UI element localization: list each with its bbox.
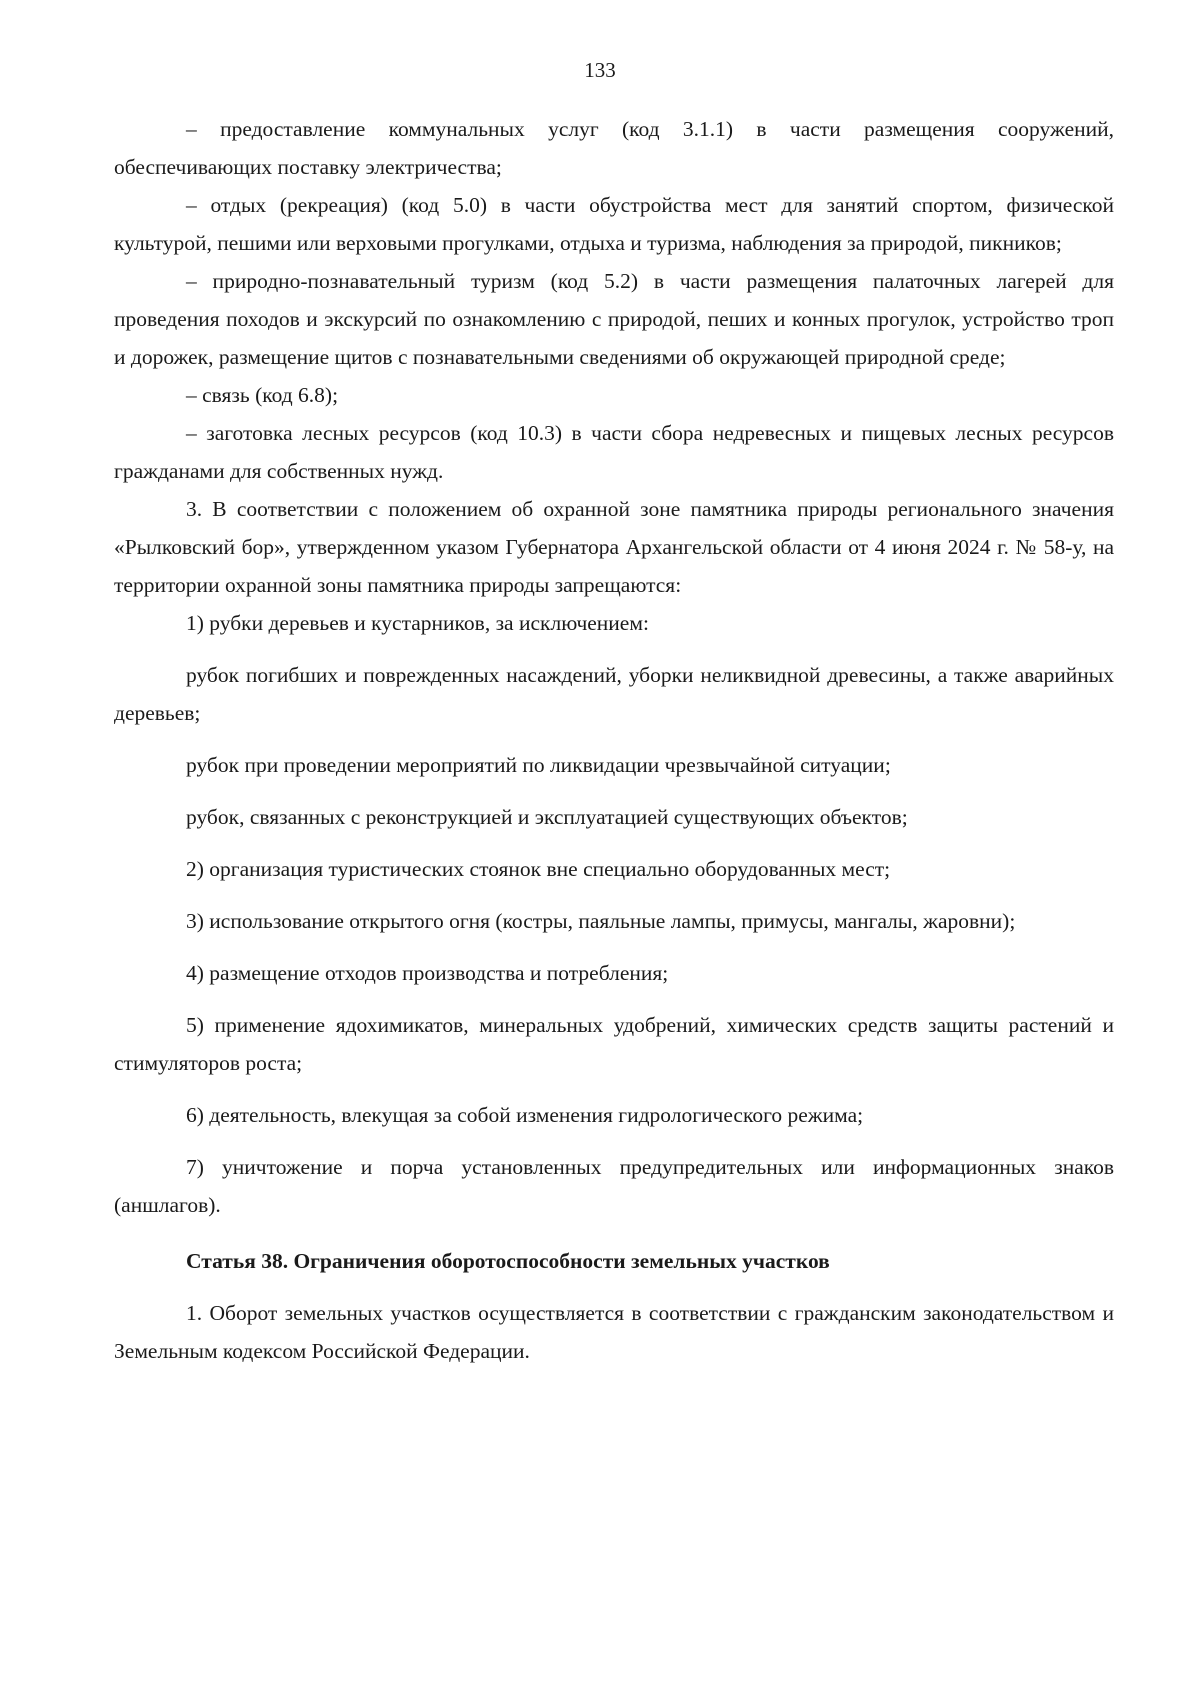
- paragraph: 4) размещение отходов производства и потребления;: [186, 961, 669, 985]
- paragraph: – заготовка лесных ресурсов (код 10.3) в части сбора недревесных и пищевых лесных ресурсов гражданами для собственных нужд.: [114, 421, 1114, 483]
- paragraph: 1. Оборот земельных участков осуществляется в соответствии с гражданским законодательством и Земельным кодексом Российской Федерации.: [114, 1301, 1114, 1363]
- page-number: 133: [584, 58, 616, 82]
- paragraph: – отдых (рекреация) (код 5.0) в части обустройства мест для занятий спортом, физической культурой, пешими или верховыми прогулками, отдыха и туризма, наблюдения за природой, пикников;: [114, 193, 1114, 255]
- paragraph: – предоставление коммунальных услуг (код 3.1.1) в части размещения сооружений, обеспечивающих поставку электричества;: [114, 117, 1114, 179]
- paragraph: рубок, связанных с реконструкцией и эксплуатацией существующих объектов;: [186, 805, 908, 829]
- paragraph: рубок при проведении мероприятий по ликвидации чрезвычайной ситуации;: [186, 753, 891, 777]
- paragraph: 6) деятельность, влекущая за собой изменения гидрологического режима;: [186, 1103, 864, 1127]
- paragraph: 7) уничтожение и порча установленных предупредительных или информационных знаков (аншлагов).: [114, 1155, 1114, 1217]
- paragraph: – природно-познавательный туризм (код 5.2) в части размещения палаточных лагерей для проведения походов и экскурсий по ознакомлению с природой, пеших и конных прогулок, устройство троп и дорожек, размещение щитов с познавательными сведениями об окружающей природной среде;: [114, 269, 1114, 369]
- paragraph: 3) использование открытого огня (костры, паяльные лампы, примусы, мангалы, жаровни);: [186, 909, 1016, 933]
- document-body: [114, 110, 1114, 1370]
- paragraph: 2) организация туристических стоянок вне специально оборудованных мест;: [186, 857, 891, 881]
- article-heading: Статья 38. Ограничения оборотоспособности земельных участков: [186, 1249, 830, 1273]
- paragraph: 5) применение ядохимикатов, минеральных удобрений, химических средств защиты растений и стимуляторов роста;: [114, 1013, 1114, 1075]
- paragraph: 3. В соответствии с положением об охранной зоне памятника природы регионального значения «Рылковский бор», утвержденном указом Губернатора Архангельской области от 4 июня 2024 г. № 58-у, на территории охранной зоны памятника природы запрещаются:: [114, 497, 1114, 597]
- paragraph: рубок погибших и поврежденных насаждений, уборки неликвидной древесины, а также аварийных деревьев;: [114, 663, 1114, 725]
- paragraph: – связь (код 6.8);: [186, 383, 339, 407]
- paragraph: 1) рубки деревьев и кустарников, за исключением:: [186, 611, 649, 635]
